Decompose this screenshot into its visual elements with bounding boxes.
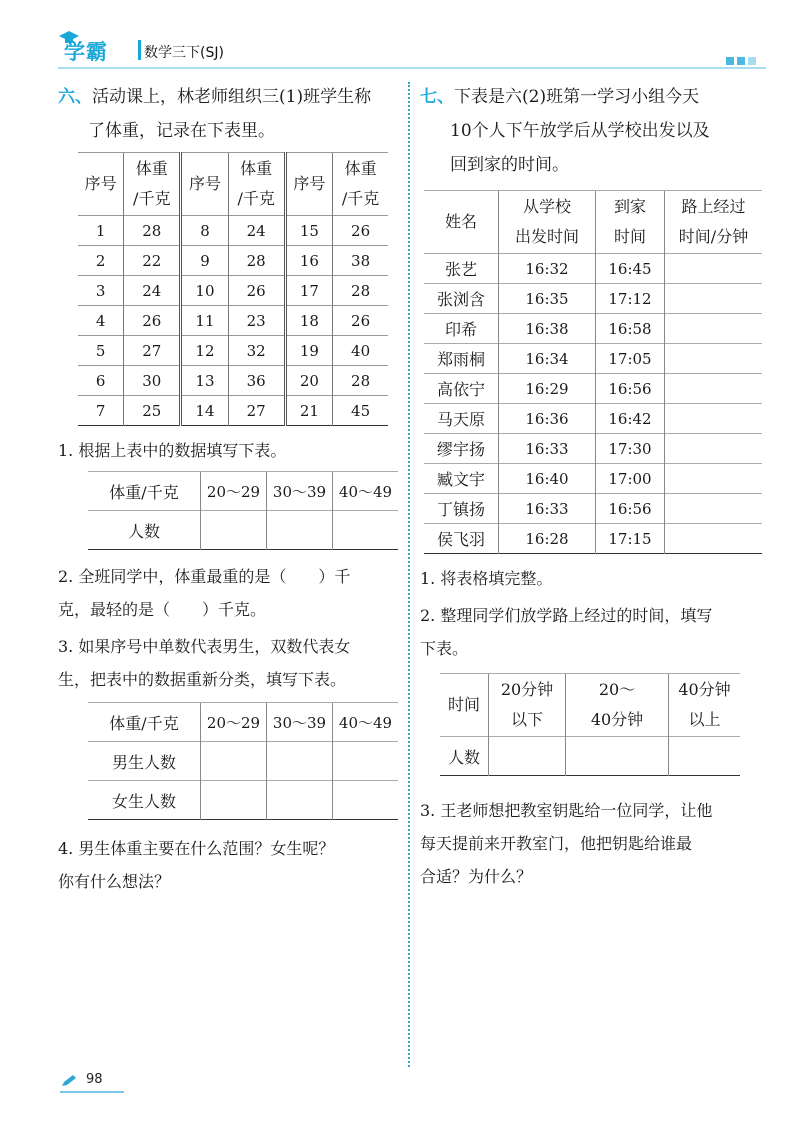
answer-cell[interactable]	[566, 737, 669, 776]
table-row	[424, 374, 762, 404]
header-rule	[58, 67, 766, 69]
weight-cell: 24	[124, 276, 181, 306]
answer-cell[interactable]	[201, 742, 267, 781]
weight-cell: 45	[333, 396, 388, 426]
id-cell: 19	[285, 336, 333, 366]
id-cell: 8	[181, 216, 229, 246]
weight-cell: 28	[228, 246, 285, 276]
name-cell: 印希	[424, 314, 499, 344]
header-separator	[138, 40, 141, 60]
section-number: 六、	[58, 87, 92, 107]
weight-cell: 25	[124, 396, 181, 426]
col-header: 20～ 40分钟	[566, 674, 669, 737]
section-seven	[420, 80, 765, 893]
name-cell: 缪宇扬	[424, 434, 499, 464]
id-cell: 7	[78, 396, 124, 426]
col-header: 体重 /千克	[333, 153, 388, 216]
question-3-cont: 每天提前来开教室门，他把钥匙给谁最	[420, 834, 693, 853]
section-six	[58, 80, 403, 898]
arrive-cell: 16:56	[596, 374, 665, 404]
answer-cell[interactable]	[665, 434, 763, 464]
col-header: 体重/千克	[88, 703, 201, 742]
answer-cell[interactable]	[669, 737, 741, 776]
gender-table	[88, 702, 398, 820]
weight-cell: 22	[124, 246, 181, 276]
id-cell: 16	[285, 246, 333, 276]
section-seven-intro	[420, 80, 765, 114]
question-1: 1. 将表格填完整。	[420, 569, 553, 588]
weights-table	[78, 152, 388, 426]
col-header: 体重 /千克	[124, 153, 181, 216]
weight-cell: 40	[333, 336, 388, 366]
name-cell: 马天原	[424, 404, 499, 434]
question-2-cont: 克，最轻的是（ ）千克。	[58, 600, 267, 619]
question-4: 4. 男生体重主要在什么范围？女生呢？	[58, 839, 335, 858]
column-divider	[408, 82, 410, 1067]
depart-cell: 16:35	[499, 284, 596, 314]
intro-text: 活动课上，林老师组织三(1)班学生称	[92, 87, 372, 107]
id-cell: 12	[181, 336, 229, 366]
id-cell: 2	[78, 246, 124, 276]
arrive-cell: 17:00	[596, 464, 665, 494]
col-header: 20～29	[201, 472, 267, 511]
col-header: 序号	[78, 153, 124, 216]
id-cell: 20	[285, 366, 333, 396]
id-cell: 13	[181, 366, 229, 396]
weight-cell: 28	[333, 366, 388, 396]
weight-cell: 36	[228, 366, 285, 396]
answer-cell[interactable]	[665, 494, 763, 524]
table-row	[424, 284, 762, 314]
arrive-cell: 17:05	[596, 344, 665, 374]
arrive-cell: 16:42	[596, 404, 665, 434]
weight-cell: 28	[333, 276, 388, 306]
answer-cell[interactable]	[665, 314, 763, 344]
id-cell: 15	[285, 216, 333, 246]
duration-table	[440, 673, 740, 776]
footer-rule	[60, 1091, 124, 1093]
question-2-cont: 下表。	[420, 639, 469, 658]
id-cell: 17	[285, 276, 333, 306]
col-header: 路上经过 时间/分钟	[665, 191, 763, 254]
depart-cell: 16:32	[499, 254, 596, 284]
book-subtitle: 数学三下(SJ)	[144, 45, 224, 61]
arrive-cell: 17:15	[596, 524, 665, 554]
weight-cell: 26	[124, 306, 181, 336]
table-row	[424, 254, 762, 284]
table-row	[78, 276, 388, 306]
answer-cell[interactable]	[201, 511, 267, 550]
col-header: 体重/千克	[88, 472, 201, 511]
answer-cell[interactable]	[489, 737, 566, 776]
id-cell: 1	[78, 216, 124, 246]
table-row	[424, 404, 762, 434]
id-cell: 14	[181, 396, 229, 426]
brand-logo: 学霸	[64, 40, 108, 64]
weight-cell: 26	[333, 216, 388, 246]
question-2: 2. 全班同学中，体重最重的是（ ）千	[58, 567, 351, 586]
depart-cell: 16:28	[499, 524, 596, 554]
depart-cell: 16:29	[499, 374, 596, 404]
id-cell: 3	[78, 276, 124, 306]
name-cell: 郑雨桐	[424, 344, 499, 374]
id-cell: 11	[181, 306, 229, 336]
question-3: 3. 王老师想把教室钥匙给一位同学，让他	[420, 801, 713, 820]
times-table	[424, 190, 762, 554]
row-label: 男生人数	[88, 742, 201, 781]
id-cell: 18	[285, 306, 333, 336]
depart-cell: 16:34	[499, 344, 596, 374]
col-header: 时间	[440, 674, 489, 737]
question-1: 1. 根据上表中的数据填写下表。	[58, 441, 287, 460]
summary-table	[88, 471, 398, 550]
id-cell: 6	[78, 366, 124, 396]
answer-cell[interactable]	[333, 781, 398, 820]
intro-text: 10个人下午放学后从学校出发以及	[450, 121, 710, 141]
intro-text: 下表是六(2)班第一学习小组今天	[454, 87, 700, 107]
col-header: 20～29	[201, 703, 267, 742]
name-cell: 张浏含	[424, 284, 499, 314]
id-cell: 21	[285, 396, 333, 426]
id-cell: 4	[78, 306, 124, 336]
id-cell: 5	[78, 336, 124, 366]
col-header: 40～49	[333, 472, 398, 511]
row-label: 人数	[440, 737, 489, 776]
page-header	[58, 36, 766, 68]
id-cell: 9	[181, 246, 229, 276]
answer-cell[interactable]	[665, 284, 763, 314]
answer-cell[interactable]	[267, 781, 333, 820]
name-cell: 丁镇扬	[424, 494, 499, 524]
table-row	[78, 246, 388, 276]
answer-cell[interactable]	[665, 374, 763, 404]
intro-text: 回到家的时间。	[450, 155, 569, 175]
table-row	[424, 434, 762, 464]
weight-cell: 27	[124, 336, 181, 366]
arrive-cell: 16:56	[596, 494, 665, 524]
table-row	[78, 306, 388, 336]
col-header: 体重 /千克	[228, 153, 285, 216]
col-header: 姓名	[424, 191, 499, 254]
section-six-intro	[58, 80, 403, 114]
pencil-icon	[60, 1074, 78, 1088]
table-row	[424, 524, 762, 554]
answer-cell[interactable]	[665, 464, 763, 494]
col-header: 从学校 出发时间	[499, 191, 596, 254]
name-cell: 侯飞羽	[424, 524, 499, 554]
depart-cell: 16:38	[499, 314, 596, 344]
table-row	[78, 396, 388, 426]
answer-cell[interactable]	[665, 344, 763, 374]
arrive-cell: 17:30	[596, 434, 665, 464]
name-cell: 张艺	[424, 254, 499, 284]
col-header: 40～49	[333, 703, 398, 742]
table-row	[424, 464, 762, 494]
col-header: 序号	[285, 153, 333, 216]
question-4-cont: 你有什么想法？	[58, 872, 171, 891]
weight-cell: 27	[228, 396, 285, 426]
question-2: 2. 整理同学们放学路上经过的时间，填写	[420, 606, 713, 625]
page-number: 98	[86, 1072, 103, 1087]
answer-cell[interactable]	[267, 511, 333, 550]
intro-text: 了体重，记录在下表里。	[88, 121, 275, 141]
name-cell: 臧文宇	[424, 464, 499, 494]
weight-cell: 26	[228, 276, 285, 306]
weight-cell: 30	[124, 366, 181, 396]
weight-cell: 28	[124, 216, 181, 246]
table-row	[78, 216, 388, 246]
table-row	[78, 336, 388, 366]
col-header: 30～39	[267, 703, 333, 742]
arrive-cell: 17:12	[596, 284, 665, 314]
col-header: 30～39	[267, 472, 333, 511]
question-3-cont: 生，把表中的数据重新分类，填写下表。	[58, 670, 347, 689]
answer-cell[interactable]	[665, 254, 763, 284]
weight-cell: 26	[333, 306, 388, 336]
name-cell: 高依宁	[424, 374, 499, 404]
table-row	[424, 314, 762, 344]
depart-cell: 16:36	[499, 404, 596, 434]
table-row	[424, 344, 762, 374]
question-3-cont: 合适？为什么？	[420, 867, 533, 886]
answer-cell[interactable]	[267, 742, 333, 781]
answer-cell[interactable]	[665, 404, 763, 434]
arrive-cell: 16:58	[596, 314, 665, 344]
answer-cell[interactable]	[333, 742, 398, 781]
weight-cell: 24	[228, 216, 285, 246]
row-label: 女生人数	[88, 781, 201, 820]
col-header: 20分钟 以下	[489, 674, 566, 737]
row-label: 人数	[88, 511, 201, 550]
weight-cell: 38	[333, 246, 388, 276]
answer-cell[interactable]	[333, 511, 398, 550]
table-row	[424, 494, 762, 524]
col-header: 到家 时间	[596, 191, 665, 254]
depart-cell: 16:33	[499, 434, 596, 464]
col-header: 40分钟 以上	[669, 674, 741, 737]
id-cell: 10	[181, 276, 229, 306]
answer-cell[interactable]	[665, 524, 763, 554]
weight-cell: 32	[228, 336, 285, 366]
depart-cell: 16:40	[499, 464, 596, 494]
weight-cell: 23	[228, 306, 285, 336]
depart-cell: 16:33	[499, 494, 596, 524]
section-number: 七、	[420, 87, 454, 107]
arrive-cell: 16:45	[596, 254, 665, 284]
answer-cell[interactable]	[201, 781, 267, 820]
question-3: 3. 如果序号中单数代表男生，双数代表女	[58, 637, 351, 656]
table-row	[78, 366, 388, 396]
col-header: 序号	[181, 153, 229, 216]
